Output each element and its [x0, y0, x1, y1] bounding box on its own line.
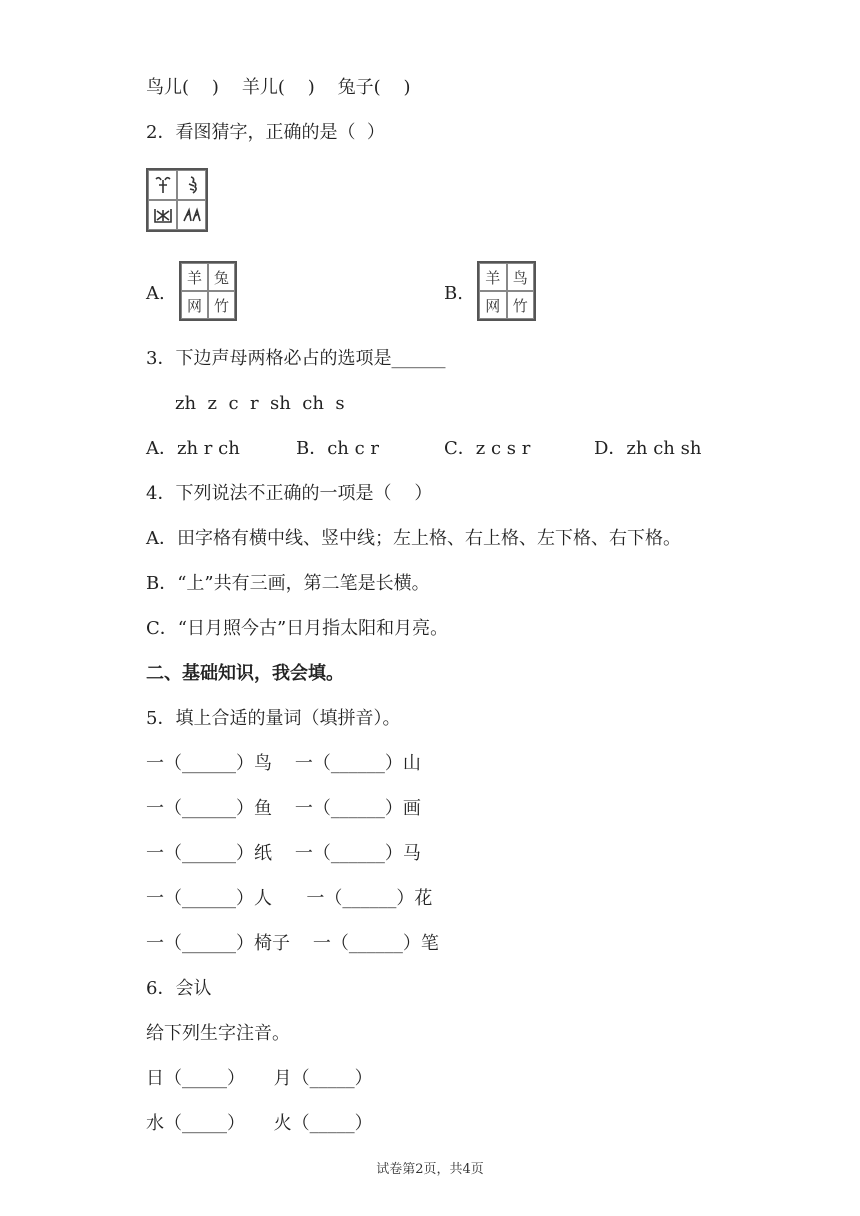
question-5-row: 一（______）鸟 一（______）山 — [146, 753, 421, 774]
question-4-option-b[interactable]: B．“上”共有三画，第二笔是长横。 — [146, 573, 430, 594]
bird-pictograph-icon — [181, 174, 203, 196]
question-5-stem: 5．填上合适的量词（填拼音）。 — [146, 708, 401, 729]
option-a-char: 兔 — [208, 263, 235, 291]
pictograph-image — [146, 168, 208, 232]
sheep-pictograph-icon — [152, 174, 174, 196]
option-b-char: 羊 — [479, 263, 507, 291]
question-6-row: 日（_____） 月（_____） — [146, 1068, 373, 1089]
question-5-row: 一（______）椅子 一（______）笔 — [146, 933, 439, 954]
question-3-option-c[interactable]: C．z c s r — [444, 438, 531, 459]
question-4-option-a[interactable]: A．田字格有横中线、竖中线；左上格、右上格、左下格、右下格。 — [146, 528, 681, 549]
question-3-letters: zh z c r sh ch s — [175, 393, 345, 414]
section-2-title: 二、基础知识，我会填。 — [146, 663, 344, 684]
option-a-char: 网 — [181, 291, 208, 319]
question-5-row: 一（______）鱼 一（______）画 — [146, 798, 421, 819]
question-3-option-a[interactable]: A．zh r ch — [146, 438, 240, 459]
page-footer: 试卷第2页，共4页 — [376, 1162, 484, 1177]
option-a-grid[interactable] — [179, 261, 237, 321]
question-3-option-b[interactable]: B．ch c r — [296, 438, 380, 459]
option-b-char: 鸟 — [507, 263, 535, 291]
question-3-option-d[interactable]: D．zh ch sh — [594, 438, 702, 459]
option-a-label[interactable]: A. — [146, 283, 165, 304]
bamboo-pictograph-icon — [181, 204, 203, 226]
question-1-tail: 鸟儿( ) 羊儿( ) 兔子( ) — [146, 77, 411, 98]
option-b-grid[interactable] — [477, 261, 536, 321]
option-b-char: 竹 — [507, 291, 535, 319]
option-a-char: 竹 — [208, 291, 235, 319]
question-6-stem: 6．会认 — [146, 978, 212, 999]
question-6-instruction: 给下列生字注音。 — [146, 1023, 290, 1044]
question-5-row: 一（______）人 一（______）花 — [146, 888, 433, 909]
question-5-row: 一（______）纸 一（______）马 — [146, 843, 421, 864]
question-2-stem: 2．看图猜字，正确的是（ ） — [146, 122, 385, 143]
option-b-char: 网 — [479, 291, 507, 319]
question-4-stem: 4．下列说法不正确的一项是（ ） — [146, 483, 433, 504]
question-6-row: 水（_____） 火（_____） — [146, 1113, 373, 1134]
option-b-label[interactable]: B. — [444, 283, 463, 304]
net-pictograph-icon — [152, 204, 174, 226]
option-a-char: 羊 — [181, 263, 208, 291]
question-3-stem: 3．下边声母两格必占的选项是______ — [146, 348, 446, 369]
question-4-option-c[interactable]: C．“日月照今古”日月指太阳和月亮。 — [146, 618, 449, 639]
